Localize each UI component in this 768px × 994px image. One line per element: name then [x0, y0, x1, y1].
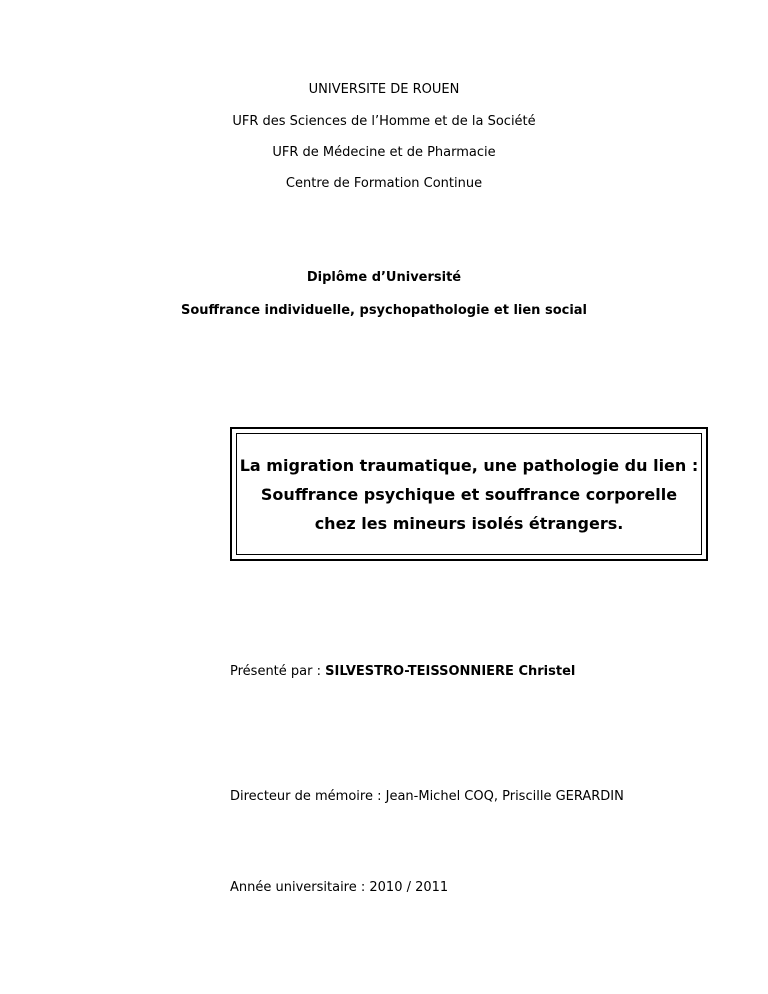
academic-year-label: Année universitaire : — [230, 880, 370, 895]
director-line — [230, 789, 624, 805]
director-label: Directeur de mémoire : — [230, 789, 386, 804]
author-name: SILVESTRO-TEISSONNIERE Christel — [325, 664, 576, 679]
diploma-label: Diplôme d’Université — [306, 270, 462, 285]
academic-year-line — [230, 880, 448, 896]
director-names: Jean-Michel COQ, Priscille GERARDIN — [385, 789, 624, 804]
thesis-title-line-1: La migration traumatique, une pathologie du lien : — [239, 455, 699, 475]
diploma-name: Souffrance individuelle, psychopathologie et lien social — [180, 303, 588, 318]
university-name: UNIVERSITE DE ROUEN — [308, 82, 460, 97]
author-line — [230, 664, 575, 680]
thesis-title-line-3: chez les mineurs isolés étrangers. — [314, 513, 624, 533]
thesis-title-box — [230, 427, 708, 561]
thesis-title-inner-frame — [236, 433, 702, 555]
author-label: Présenté par : — [230, 664, 326, 679]
centre-line: Centre de Formation Continue — [285, 176, 483, 191]
ufr-sciences-line: UFR des Sciences de l’Homme et de la Société — [232, 114, 536, 129]
academic-year-value: 2010 / 2011 — [369, 880, 449, 895]
thesis-title-line-2: Souffrance psychique et souffrance corporelle — [260, 484, 678, 504]
ufr-medecine-line: UFR de Médecine et de Pharmacie — [272, 145, 496, 160]
